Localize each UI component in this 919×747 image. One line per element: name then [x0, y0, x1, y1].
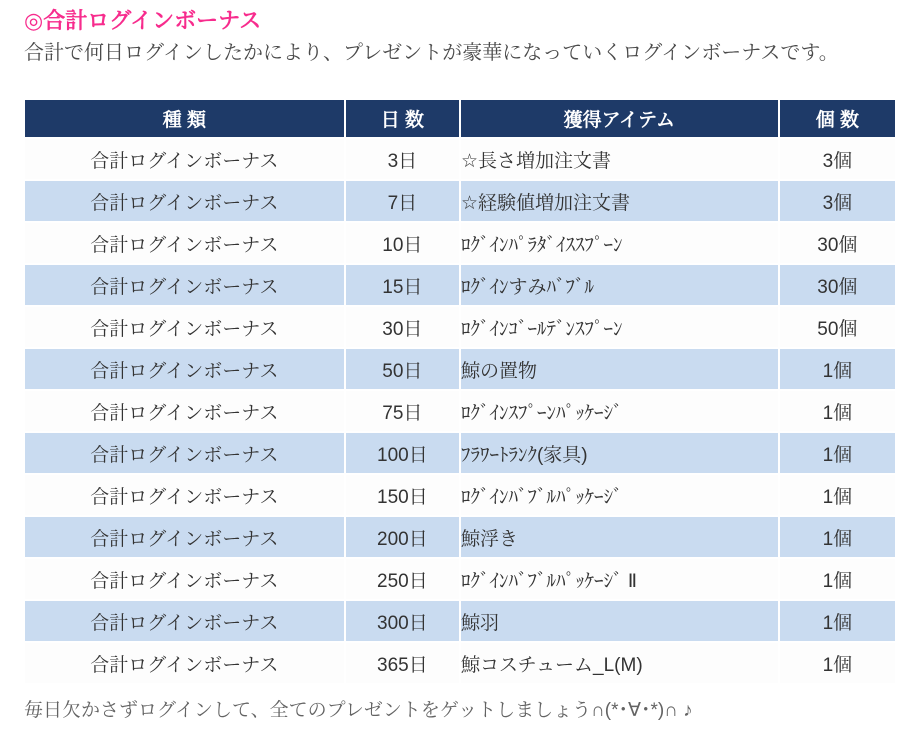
table-row	[25, 517, 895, 557]
table-row	[25, 643, 895, 683]
cell-count: 50個	[780, 307, 895, 347]
cell-type: 合計ログインボーナス	[25, 559, 344, 599]
cell-item: ﾛｸﾞｲﾝﾊﾟﾗﾀﾞｲｽｽﾌﾟｰﾝ	[461, 223, 778, 263]
table-row	[25, 475, 895, 515]
table-row	[25, 181, 895, 221]
cell-type: 合計ログインボーナス	[25, 223, 344, 263]
page-subtitle: 合計で何日ログインしたかにより、プレゼントが豪華になっていくログインボーナスです。	[24, 42, 839, 64]
cell-days: 365日	[346, 643, 459, 683]
cell-type: 合計ログインボーナス	[25, 349, 344, 389]
table-row	[25, 349, 895, 389]
cell-type: 合計ログインボーナス	[25, 391, 344, 431]
cell-days: 3日	[346, 139, 459, 179]
cell-type: 合計ログインボーナス	[25, 265, 344, 305]
cell-type: 合計ログインボーナス	[25, 517, 344, 557]
cell-count: 1個	[780, 643, 895, 683]
cell-item: ☆長さ増加注文書	[461, 139, 778, 179]
cell-type: 合計ログインボーナス	[25, 475, 344, 515]
table-row	[25, 223, 895, 263]
page-footer: 毎日欠かさずログインして、全てのプレゼントをゲットしましょう∩(*･∀･*)∩ ♪	[24, 700, 693, 721]
table-row	[25, 559, 895, 599]
cell-days: 50日	[346, 349, 459, 389]
table-header	[25, 100, 895, 137]
cell-item: 鯨羽	[461, 601, 778, 641]
cell-count: 1個	[780, 349, 895, 389]
cell-type: 合計ログインボーナス	[25, 433, 344, 473]
cell-count: 30個	[780, 265, 895, 305]
col-header-count: 個 数	[780, 100, 895, 137]
cell-days: 150日	[346, 475, 459, 515]
cell-count: 3個	[780, 181, 895, 221]
cell-item: 鯨浮き	[461, 517, 778, 557]
cell-item: ﾛｸﾞｲﾝｺﾞｰﾙﾃﾞﾝｽﾌﾟｰﾝ	[461, 307, 778, 347]
table-row	[25, 601, 895, 641]
cell-count: 30個	[780, 223, 895, 263]
table-row	[25, 391, 895, 431]
cell-days: 300日	[346, 601, 459, 641]
page-title: ◎合計ログインボーナス	[24, 8, 262, 33]
table-row	[25, 307, 895, 347]
cell-item: ﾌﾗﾜｰﾄﾗﾝｸ(家具)	[461, 433, 778, 473]
cell-count: 1個	[780, 475, 895, 515]
cell-days: 10日	[346, 223, 459, 263]
cell-item: ﾛｸﾞｲﾝﾊﾞﾌﾞﾙﾊﾟｯｹｰｼﾞ Ⅱ	[461, 559, 778, 599]
cell-count: 1個	[780, 391, 895, 431]
login-bonus-table	[23, 98, 897, 685]
table-row	[25, 265, 895, 305]
cell-days: 7日	[346, 181, 459, 221]
cell-count: 1個	[780, 559, 895, 599]
cell-item: ﾛｸﾞｲﾝすみﾊﾞﾌﾞﾙ	[461, 265, 778, 305]
col-header-item: 獲得アイテム	[461, 100, 778, 137]
col-header-days: 日 数	[346, 100, 459, 137]
cell-item: 鯨コスチューム_L(M)	[461, 643, 778, 683]
cell-days: 15日	[346, 265, 459, 305]
cell-days: 200日	[346, 517, 459, 557]
cell-item: ﾛｸﾞｲﾝｽﾌﾟｰﾝﾊﾟｯｹｰｼﾞ	[461, 391, 778, 431]
cell-count: 1個	[780, 517, 895, 557]
table-body	[25, 139, 895, 683]
cell-days: 250日	[346, 559, 459, 599]
cell-item: ﾛｸﾞｲﾝﾊﾞﾌﾞﾙﾊﾟｯｹｰｼﾞ	[461, 475, 778, 515]
cell-count: 1個	[780, 601, 895, 641]
cell-type: 合計ログインボーナス	[25, 643, 344, 683]
cell-type: 合計ログインボーナス	[25, 601, 344, 641]
cell-count: 1個	[780, 433, 895, 473]
table-row	[25, 433, 895, 473]
table-header-row	[25, 100, 895, 137]
cell-item: 鯨の置物	[461, 349, 778, 389]
cell-item: ☆経験値増加注文書	[461, 181, 778, 221]
cell-count: 3個	[780, 139, 895, 179]
cell-type: 合計ログインボーナス	[25, 139, 344, 179]
col-header-type: 種 類	[25, 100, 344, 137]
cell-type: 合計ログインボーナス	[25, 181, 344, 221]
cell-days: 100日	[346, 433, 459, 473]
cell-type: 合計ログインボーナス	[25, 307, 344, 347]
cell-days: 75日	[346, 391, 459, 431]
table-row	[25, 139, 895, 179]
cell-days: 30日	[346, 307, 459, 347]
